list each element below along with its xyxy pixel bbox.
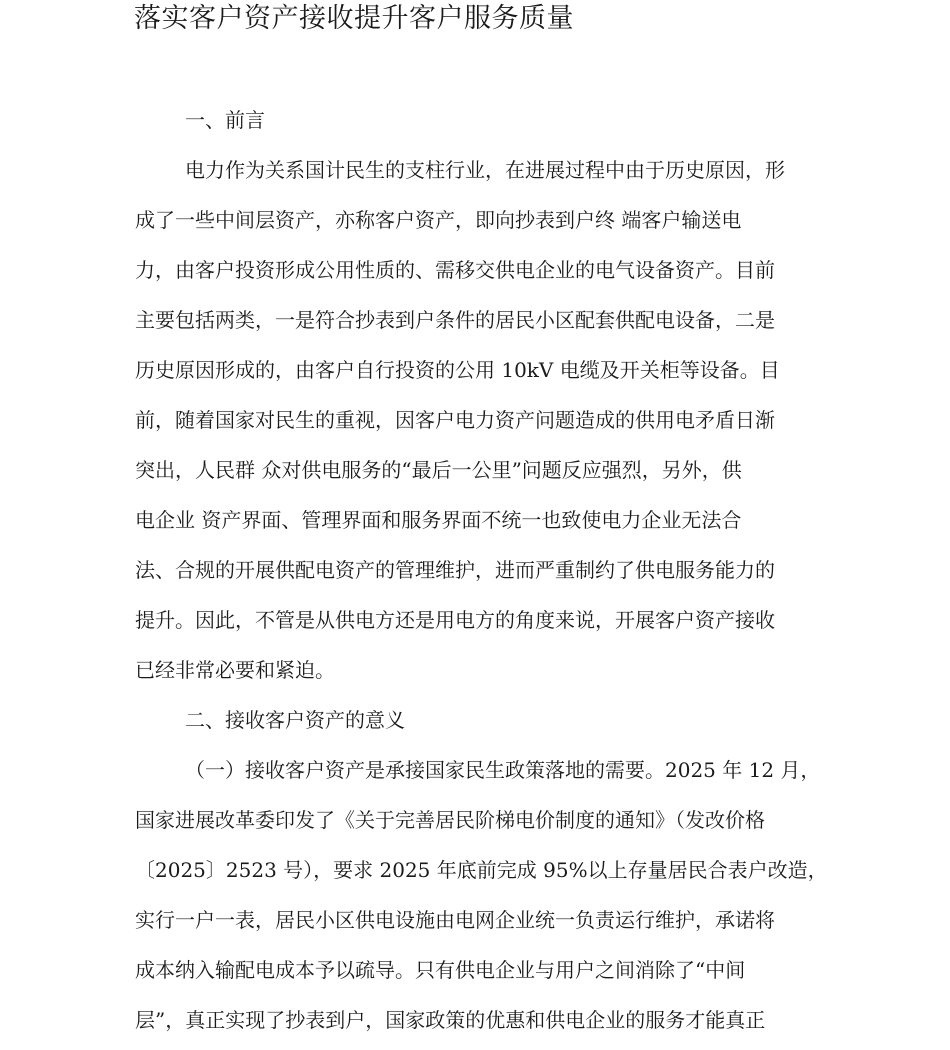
paragraph-line: 法、合规的开展供配电资产的管理维护，进而严重制约了供电服务能力的 xyxy=(135,558,775,582)
paragraph-line: 提升。因此，不管是从供电方还是用电方的角度来说，开展客户资产接收 xyxy=(135,608,775,632)
section-heading-intro: 一、前言 xyxy=(185,108,265,132)
paragraph-line: 成本纳入输配电成本予以疏导。只有供电企业与用户之间消除了“中间 xyxy=(135,958,746,982)
paragraph-line: 主要包括两类，一是符合抄表到户条件的居民小区配套供配电设备，二是 xyxy=(135,308,775,332)
paragraph-line: 〔2025〕2523 号），要求 2025 年底前完成 95%以上存量居民合表户改造， xyxy=(135,858,828,882)
paragraph-line: 已经非常必要和紧迫。 xyxy=(135,658,335,682)
paragraph-line: 电力作为关系国计民生的支柱行业，在进展过程中由于历史原因，形 xyxy=(185,158,785,182)
paragraph-line: 层”，真正实现了抄表到户，国家政策的优惠和供电企业的服务才能真正 xyxy=(135,1008,766,1032)
paragraph-line: （一）接收客户资产是承接国家民生政策落地的需要。2025 年 12 月， xyxy=(185,758,821,782)
document-title: 落实客户资产接收提升客户服务质量 xyxy=(134,3,574,34)
paragraph-line: 国家进展改革委印发了《关于完善居民阶梯电价制度的通知》（发改价格 xyxy=(135,808,765,832)
paragraph-line: 成了一些中间层资产，亦称客户资产，即向抄表到户终 端客户输送电 xyxy=(135,208,742,232)
paragraph-line: 突出，人民群 众对供电服务的“最后一公里”问题反应强烈，另外，供 xyxy=(135,458,742,482)
paragraph-line: 历史原因形成的，由客户自行投资的公用 10kV 电缆及开关柜等设备。目 xyxy=(135,358,780,382)
paragraph-line: 实行一户一表，居民小区供电设施由电网企业统一负责运行维护，承诺将 xyxy=(135,908,775,932)
paragraph-line: 电企业 资产界面、管理界面和服务界面不统一也致使电力企业无法合 xyxy=(135,508,742,532)
paragraph-line: 力，由客户投资形成公用性质的、需移交供电企业的电气设备资产。目前 xyxy=(135,258,775,282)
section-heading-significance: 二、接收客户资产的意义 xyxy=(185,708,405,732)
paragraph-line: 前，随着国家对民生的重视，因客户电力资产问题造成的供用电矛盾日渐 xyxy=(135,408,775,432)
